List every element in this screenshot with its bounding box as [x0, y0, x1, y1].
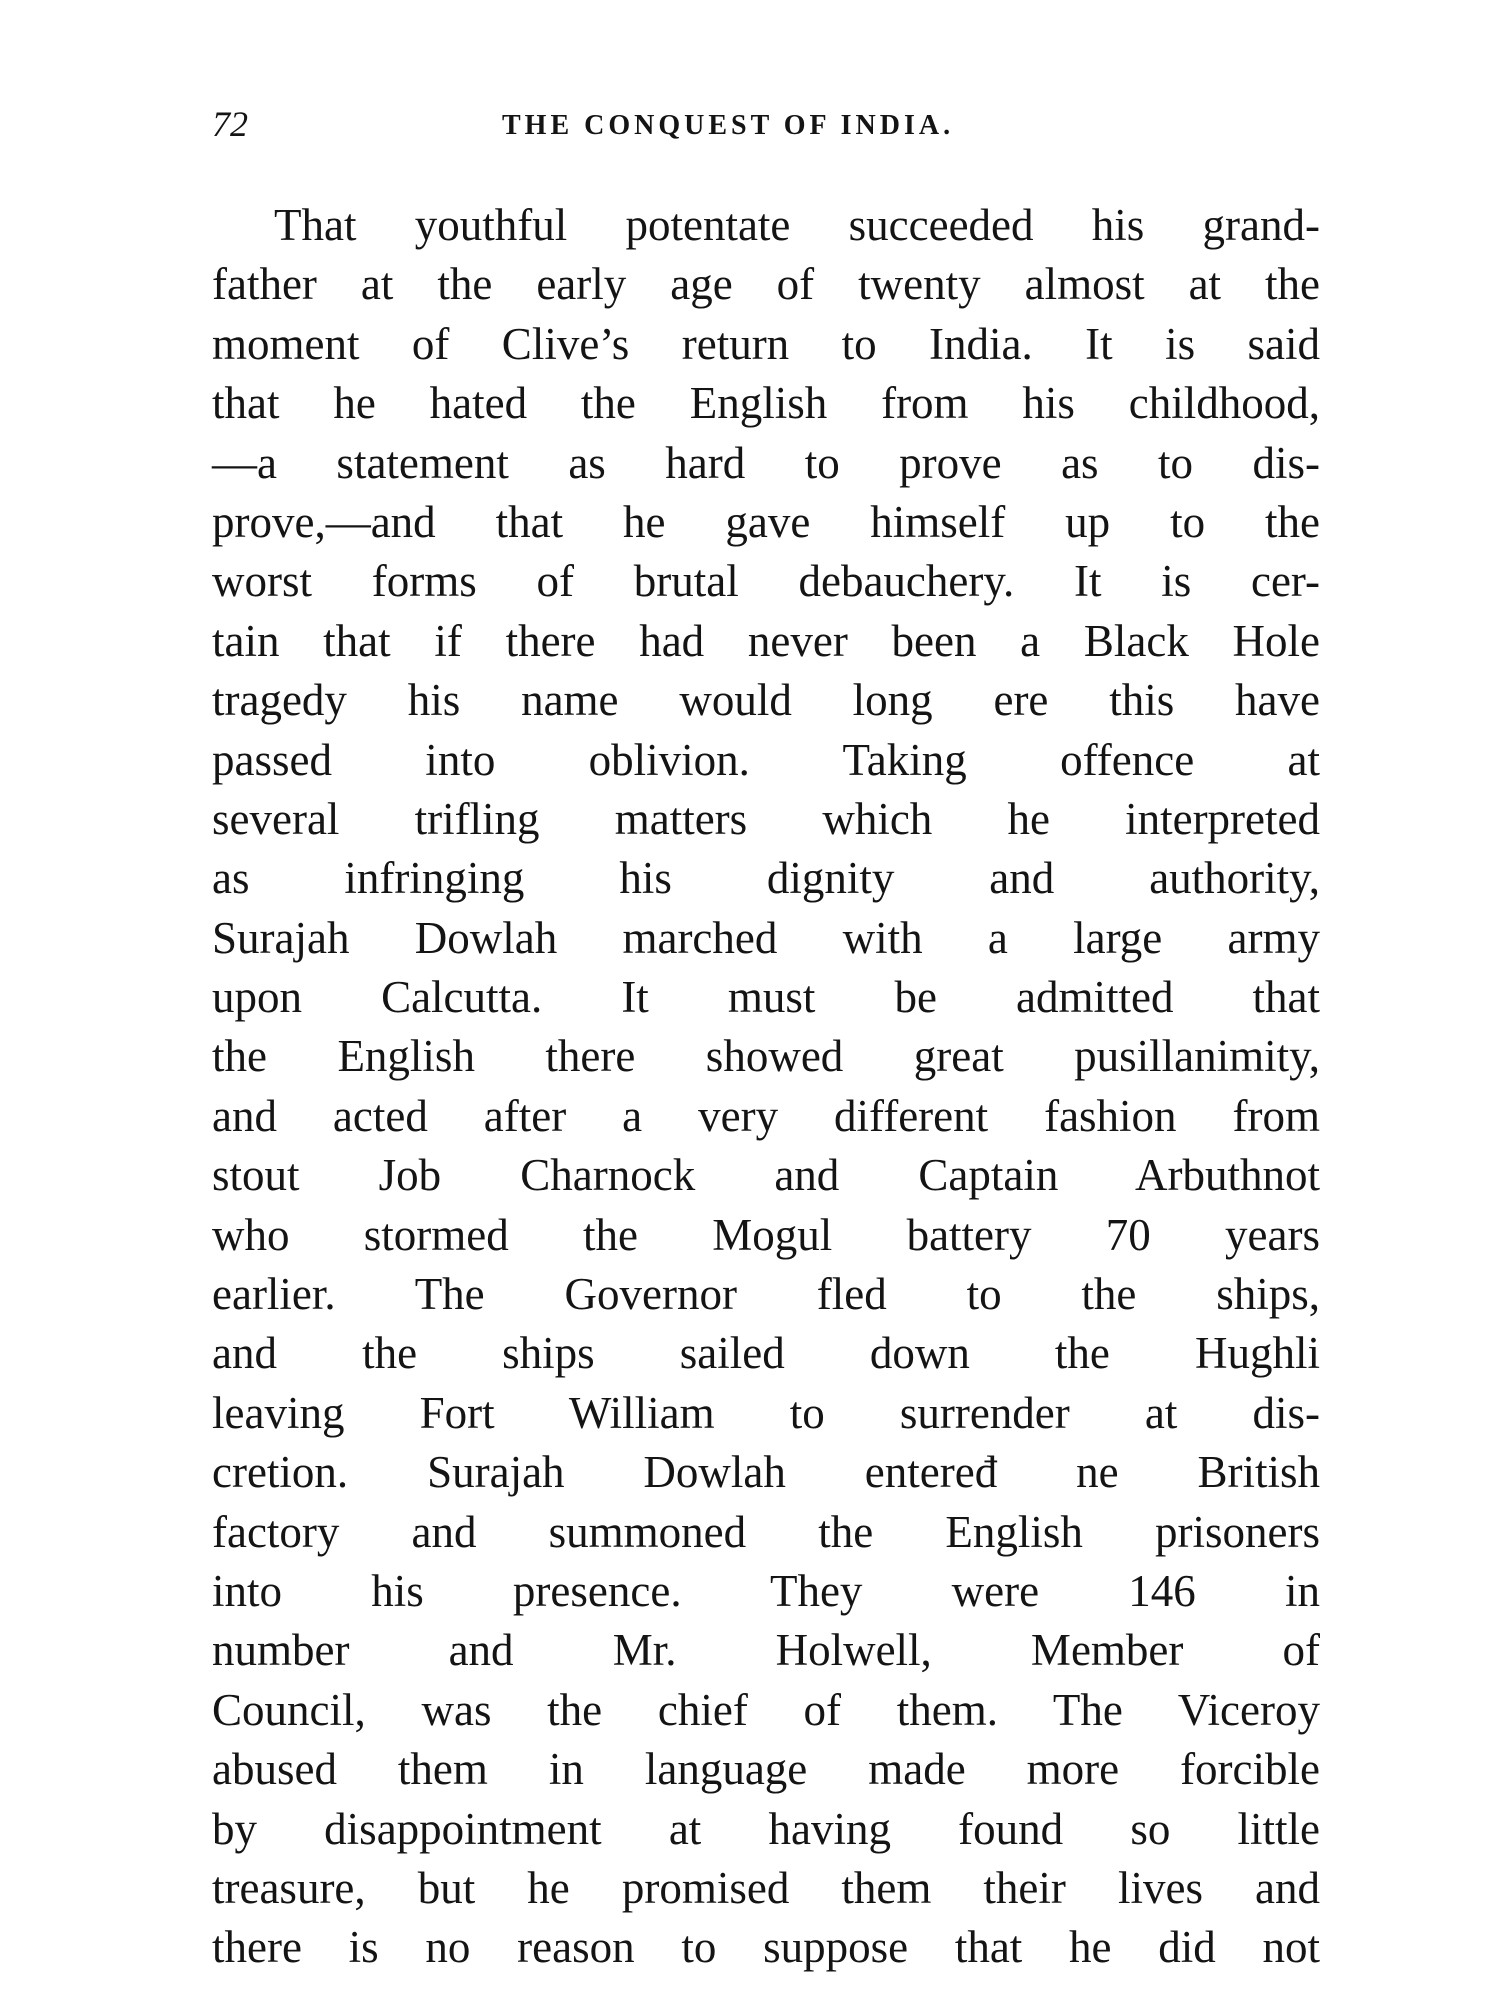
text-line: abused them in language made more forcible — [212, 1744, 1320, 1795]
text-line: that he hated the English from his childhood, — [212, 378, 1320, 429]
running-title: THE CONQUEST OF INDIA. — [502, 110, 955, 141]
text-line: tragedy his name would long ere this have — [212, 675, 1320, 726]
text-line: there is no reason to suppose that he did not — [212, 1922, 1320, 1973]
text-line: and the ships sailed down the Hughli — [212, 1328, 1320, 1379]
text-line: father at the early age of twenty almost at the — [212, 259, 1320, 310]
page-number: 72 — [212, 104, 248, 144]
text-line: earlier. The Governor fled to the ships, — [212, 1269, 1320, 1320]
text-line: the English there showed great pusillanimity, — [212, 1031, 1320, 1082]
text-line: cretion. Surajah Dowlah enteređ ne British — [212, 1447, 1320, 1498]
text-line: Surajah Dowlah marched with a large army — [212, 912, 1320, 963]
text-line: moment of Clive’s return to India. It is said — [212, 318, 1320, 369]
text-line: several trifling matters which he interpreted — [212, 793, 1320, 844]
text-line: tain that if there had never been a Black Hole — [212, 615, 1320, 666]
text-line: prove,—and that he gave himself up to the — [212, 496, 1320, 547]
text-line: That youthful potentate succeeded his grand- — [274, 200, 1320, 250]
text-line: worst forms of brutal debauchery. It is cer- — [212, 556, 1320, 607]
text-line: leaving Fort William to surrender at dis- — [212, 1387, 1320, 1438]
text-line: into his presence. They were 146 in — [212, 1565, 1320, 1616]
text-line: treasure, but he promised them their lives and — [212, 1862, 1320, 1913]
text-line: as infringing his dignity and authority, — [212, 853, 1320, 904]
running-header — [212, 104, 1322, 144]
text-line: number and Mr. Holwell, Member of — [212, 1625, 1320, 1676]
text-line: passed into oblivion. Taking offence at — [212, 734, 1320, 785]
body-paragraph — [212, 196, 1320, 1978]
text-line: Council, was the chief of them. The Viceroy — [212, 1684, 1320, 1735]
text-line: upon Calcutta. It must be admitted that — [212, 972, 1320, 1023]
text-line: who stormed the Mogul battery 70 years — [212, 1209, 1320, 1260]
text-line: stout Job Charnock and Captain Arbuthnot — [212, 1150, 1320, 1201]
text-line: and acted after a very different fashion from — [212, 1090, 1320, 1141]
text-line: by disappointment at having found so little — [212, 1803, 1320, 1854]
text-line: factory and summoned the English prisoners — [212, 1506, 1320, 1557]
text-line: —a statement as hard to prove as to dis- — [212, 437, 1320, 488]
